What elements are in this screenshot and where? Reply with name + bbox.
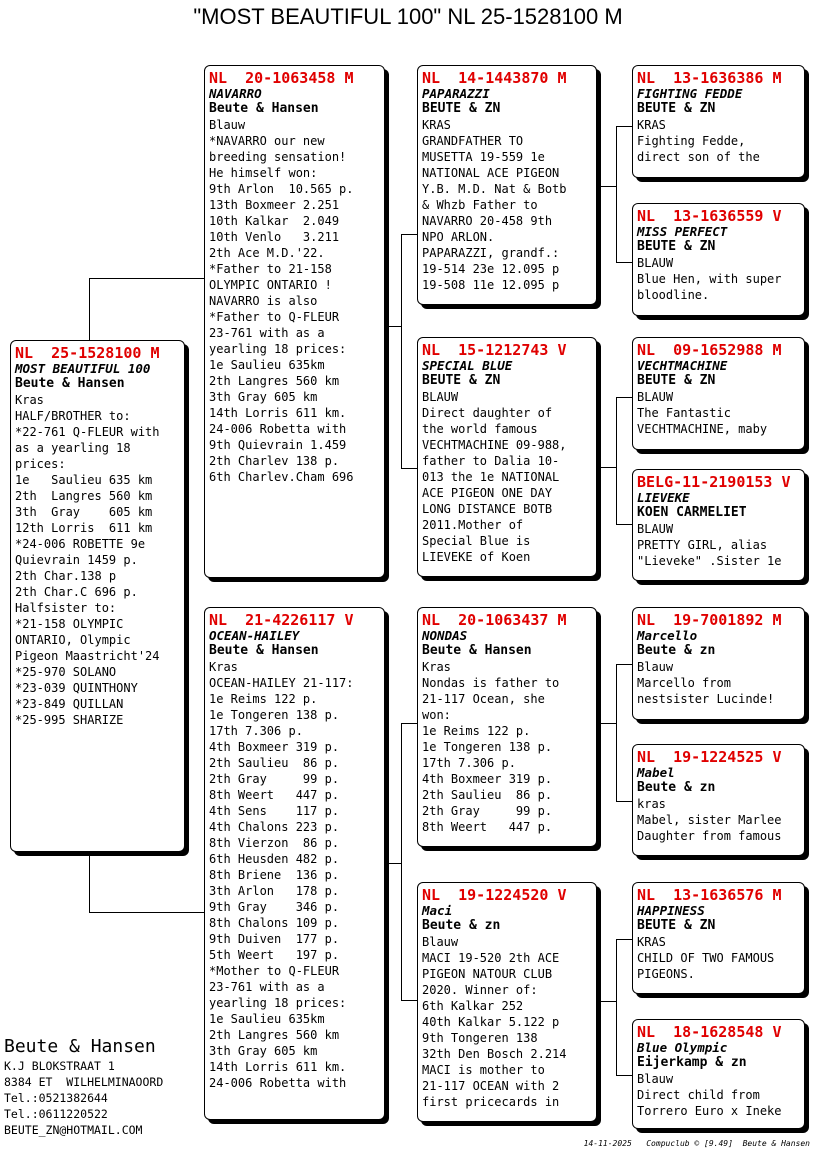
connector-line [89, 278, 204, 279]
pigeon-color: Kras [209, 660, 238, 674]
owner-name: BEUTE & ZN [637, 239, 716, 254]
pigeon-info: CHILD OF TWO FAMOUS PIGEONS. [637, 951, 775, 981]
pigeon-card-mother-father[interactable] [417, 607, 597, 847]
owner-name: Beute & zn [637, 643, 716, 658]
pigeon-color: BLAUW [422, 390, 459, 404]
connector-line [385, 326, 402, 327]
breeder-city: 8384 ET WILHELMINAOORD [4, 1075, 164, 1089]
pigeon-color: BLAUW [637, 390, 674, 404]
pigeon-card-mmf[interactable] [632, 882, 805, 994]
pigeon-info: MACI 19-520 2th ACE PIGEON NATOUR CLUB 2020. Winner of: 6th Kalkar 252 40th Kalkar 5.122 p 9th Tongeren 138 32th Den Bosch 2.214 MACI is mother to 21-117 OCEAN with 2 first pricecards in [422, 951, 567, 1109]
pigeon-info: Mabel, sister Marlee Daughter from famous [637, 813, 782, 843]
connector-line [616, 1075, 632, 1076]
ring-number: NL 18-1628548 V [637, 1023, 782, 1041]
breeder-phone: Tel.:0611220522 [4, 1107, 108, 1121]
pigeon-name: FIGHTING FEDDE [637, 86, 743, 101]
connector-line [616, 801, 632, 802]
ring-number: NL 19-1224525 V [637, 748, 782, 766]
connector-line [597, 186, 617, 187]
pigeon-info: PRETTY GIRL, alias "Lieveke" .Sister 1e [637, 538, 782, 568]
connector-line [616, 262, 632, 263]
ring-number: BELG-11-2190153 V [637, 473, 791, 491]
owner-name: Beute & Hansen [15, 376, 125, 391]
ring-number: NL 19-7001892 M [637, 611, 782, 629]
pigeon-card-father-father[interactable] [417, 65, 597, 305]
pigeon-name: HAPPINESS [637, 903, 705, 918]
pigeon-name: VECHTMACHINE [637, 358, 728, 373]
owner-name: KOEN CARMELIET [637, 505, 747, 520]
breeder-address: K.J BLOKSTRAAT 1 [4, 1059, 115, 1073]
ring-number: NL 19-1224520 V [422, 886, 567, 904]
connector-line [616, 397, 632, 398]
connector-line [616, 524, 632, 525]
pigeon-card-mother[interactable] [204, 607, 385, 1120]
connector-line [89, 912, 204, 913]
ring-number: NL 20-1063458 M [209, 69, 354, 87]
owner-name: BEUTE & ZN [422, 101, 501, 116]
pigeon-card-mff[interactable] [632, 607, 805, 720]
owner-name: Beute & zn [637, 780, 716, 795]
connector-line [616, 664, 632, 665]
pigeon-card-fmm[interactable] [632, 469, 805, 581]
owner-name: BEUTE & ZN [422, 373, 501, 388]
pigeon-name: OCEAN-HAILEY [209, 628, 300, 643]
pigeon-name: MOST BEAUTIFUL 100 [15, 361, 151, 376]
owner-name: Beute & Hansen [422, 643, 532, 658]
ring-number: NL 13-1636559 V [637, 207, 782, 225]
pigeon-name: MISS PERFECT [637, 224, 728, 239]
pigeon-name: SPECIAL BLUE [422, 358, 513, 373]
pigeon-name: Blue Olympic [637, 1040, 728, 1055]
connector-line [401, 468, 417, 469]
owner-name: Beute & Hansen [209, 643, 319, 658]
ring-number: NL 09-1652988 M [637, 341, 782, 359]
pigeon-color: kras [637, 797, 666, 811]
pigeon-card-ffm[interactable] [632, 203, 805, 316]
pigeon-name: PAPARAZZI [422, 86, 490, 101]
owner-name: Beute & Hansen [209, 101, 319, 116]
connector-line [597, 467, 617, 468]
pigeon-card-father[interactable] [204, 65, 385, 578]
page-title: "MOST BEAUTIFUL 100" NL 25-1528100 M [193, 4, 623, 29]
owner-name: Eijerkamp & zn [637, 1055, 747, 1070]
pigeon-info: The Fantastic VECHTMACHINE, maby [637, 406, 768, 436]
pigeon-color: KRAS [637, 935, 666, 949]
pigeon-info: Blue Hen, with super bloodline. [637, 272, 782, 302]
connector-line [616, 397, 617, 524]
ring-number: NL 20-1063437 M [422, 611, 567, 629]
pigeon-info: Direct daughter of the world famous VECHTMACHINE 09-988, father to Dalia 10- 013 the 1e NATIONAL ACE PIGEON ONE DAY LONG DISTANCE BOTB 2011.Mother of Special Blue is LIEVEKE of Koen [422, 406, 567, 564]
owner-name: BEUTE & ZN [637, 373, 716, 388]
pigeon-name: NAVARRO [209, 86, 262, 101]
connector-line [401, 723, 417, 724]
pigeon-name: Mabel [637, 765, 675, 780]
pigeon-card-fff[interactable] [632, 65, 805, 178]
pigeon-name: LIEVEKE [637, 490, 690, 505]
pigeon-color: Kras [15, 393, 44, 407]
pigeon-color: BLAUW [637, 256, 674, 270]
pigeon-color: Kras [422, 660, 451, 674]
pigeon-color: Blauw [637, 1072, 674, 1086]
breeder-name: Beute & Hansen [4, 1036, 156, 1057]
pigeon-name: NONDAS [422, 628, 468, 643]
pigeon-card-mother-mother[interactable] [417, 882, 597, 1122]
connector-line [401, 234, 402, 468]
breeder-phone: Tel.:0521382644 [4, 1091, 108, 1105]
pigeon-info: Direct child from Torrero Euro x Ineke [637, 1088, 782, 1118]
footer-text: 14-11-2025 Compuclub © [9.49] Beute & Hansen [583, 1139, 810, 1148]
connector-line [616, 664, 617, 801]
pigeon-info: Marcello from nestsister Lucinde! [637, 676, 775, 706]
pigeon-info: Fighting Fedde, direct son of the [637, 134, 760, 164]
connector-line [616, 126, 617, 262]
pigeon-card-subject[interactable] [10, 340, 185, 852]
pigeon-color: KRAS [637, 118, 666, 132]
pigeon-name: Marcello [637, 628, 698, 643]
pigeon-info: GRANDFATHER TO MUSETTA 19-559 1e NATIONAL ACE PIGEON Y.B. M.D. Nat & Botb & Whzb Father to NAVARRO 20-458 9th NPO ARLON. PAPARAZZI, grandf.: 19-514 23e 12.095 p 19-508 11e 12.095 p [422, 134, 567, 292]
pigeon-info: HALF/BROTHER to: *22-761 Q-FLEUR with as a yearling 18 prices: 1e Saulieu 635 km 2th Langres 560 km 3th Gray 605 km 12th Lorris 611 km *24-006 ROBETTE 9e Quievrain 1459 p. 2th Char.138 p 2th Char.C 696 p. Halfsister to: *21-158 OLYMPIC ONTARIO, Olympic Pigeon Maastricht'24 *25-970 SOLANO *23-039 QUINTHONY *23-849 QUILLAN *25-995 SHARIZE [15, 409, 160, 727]
pigeon-info: OCEAN-HAILEY 21-117: 1e Reims 122 p. 1e Tongeren 138 p. 17th 7.306 p. 4th Boxmeer 319 p. 2th Saulieu 86 p. 2th Gray 99 p. 8th Weert 447 p. 4th Sens 117 p. 4th Chalons 223 p. 8th Vierzon 86 p. 6th Heusden 482 p. 8th Briene 136 p. 3th Arlon 178 p. 9th Gray 346 p. 8th Chalons 109 p. 9th Duiven 177 p. 5th Weert 197 p. *Mother to Q-FLEUR 23-761 with as a yearling 18 prices: 1e Saulieu 635km 2th Langres 560 km 3th Gray 605 km 14th Lorris 611 km. 24-006 Robetta with [209, 676, 354, 1090]
ring-number: NL 13-1636386 M [637, 69, 782, 87]
ring-number: NL 14-1443870 M [422, 69, 567, 87]
connector-line [597, 1001, 617, 1002]
connector-line [616, 126, 632, 127]
connector-line [401, 234, 417, 235]
pigeon-color: Blauw [637, 660, 674, 674]
pigeon-card-father-mother[interactable] [417, 337, 597, 577]
pigeon-color: Blauw [209, 118, 246, 132]
owner-name: Beute & zn [422, 918, 501, 933]
pigeon-card-mmm[interactable] [632, 1019, 805, 1129]
pigeon-name: Maci [422, 903, 453, 918]
connector-line [401, 1000, 417, 1001]
connector-line [385, 863, 402, 864]
breeder-email: BEUTE_ZN@HOTMAIL.COM [4, 1123, 143, 1137]
owner-name: BEUTE & ZN [637, 101, 716, 116]
pigeon-info: *NAVARRO our new breeding sensation! He himself won: 9th Arlon 10.565 p. 13th Boxmeer 2.251 10th Kalkar 2.049 10th Venlo 3.211 2th Ace M.D.'22. *Father to 21-158 OLYMPIC ONTARIO ! NAVARRO is also *Father to Q-FLEUR 23-761 with as a yearling 18 prices: 1e Saulieu 635km 2th Langres 560 km 3th Gray 605 km 14th Lorris 611 km. 24-006 Robetta with 9th Quievrain 1.459 2th Charlev 138 p. 6th Charlev.Cham 696 [209, 134, 354, 484]
connector-line [616, 939, 632, 940]
pigeon-card-fmf[interactable] [632, 337, 805, 450]
pigeon-color: Blauw [422, 935, 459, 949]
connector-line [401, 723, 402, 1000]
connector-line [597, 723, 617, 724]
pigeon-color: BLAUW [637, 522, 674, 536]
pigeon-card-mfm[interactable] [632, 744, 805, 856]
pigeon-color: KRAS [422, 118, 451, 132]
connector-line [616, 939, 617, 1075]
pigeon-info: Nondas is father to 21-117 Ocean, she won: 1e Reims 122 p. 1e Tongeren 138 p. 17th 7.306 p. 4th Boxmeer 319 p. 2th Saulieu 86 p. 2th Gray 99 p. 8th Weert 447 p. [422, 676, 560, 834]
ring-number: NL 13-1636576 M [637, 886, 782, 904]
connector-line [89, 278, 90, 340]
owner-name: BEUTE & ZN [637, 918, 716, 933]
ring-number: NL 15-1212743 V [422, 341, 567, 359]
ring-number: NL 25-1528100 M [15, 344, 160, 362]
connector-line [89, 852, 90, 912]
breeder-info [4, 1036, 163, 1138]
ring-number: NL 21-4226117 V [209, 611, 354, 629]
